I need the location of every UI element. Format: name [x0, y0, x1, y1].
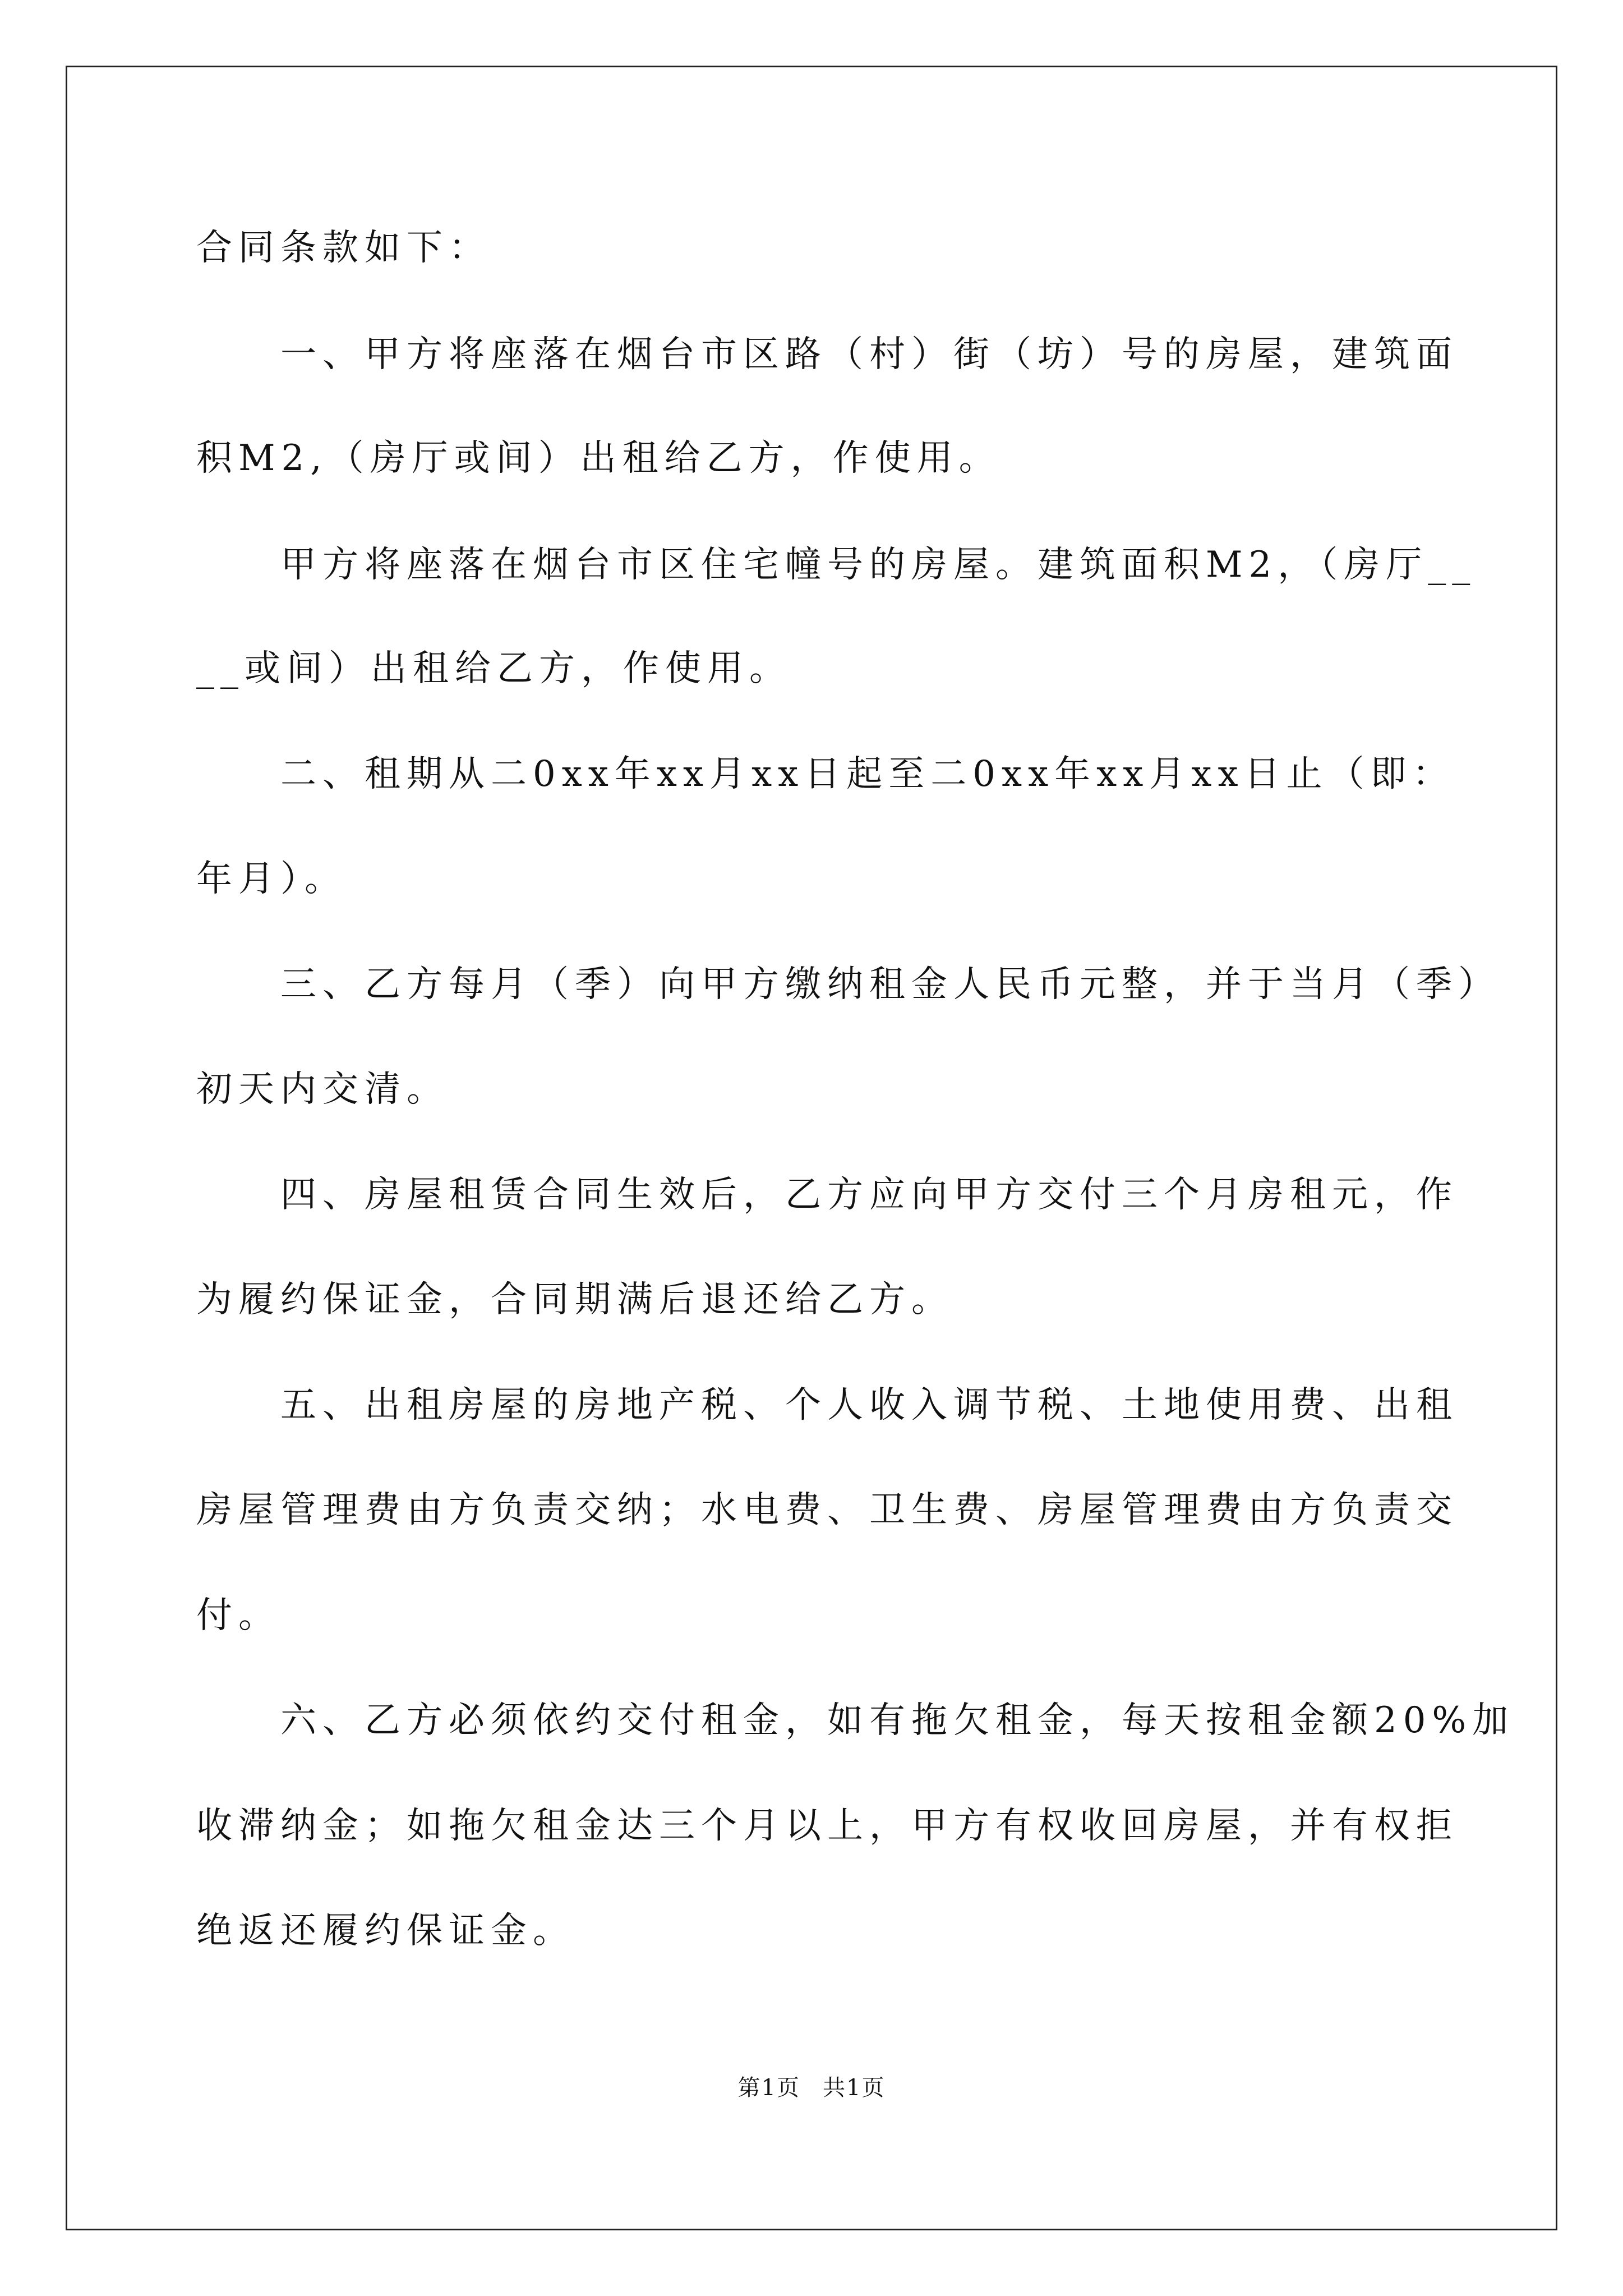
clause-3-line-2: 初天内交清。 [196, 1069, 449, 1110]
page-border [66, 66, 1557, 2230]
clause-1-line-1: 一、甲方将座落在烟台市区路（村）街（坊）号的房屋，建筑面 [280, 334, 1458, 375]
clause-4-line-1: 四、房屋租赁合同生效后，乙方应向甲方交付三个月房租元，作 [280, 1174, 1458, 1216]
page-footer [0, 2077, 1623, 2099]
clause-1-line-2: 积M2,（房厅或间）出租给乙方，作使用。 [196, 438, 1001, 479]
clause-1b-line-1: 甲方将座落在烟台市区住宅幢号的房屋。建筑面积M2，（房厅__ [280, 544, 1477, 586]
clause-2-line-2: 年月）。 [196, 858, 347, 900]
clause-6-line-1: 六、乙方必须依约交付租金，如有拖欠租金，每天按租金额20%加 [280, 1700, 1515, 1741]
clause-6-line-2: 收滞纳金；如拖欠租金达三个月以上，甲方有权收回房屋，并有权拒 [196, 1805, 1458, 1847]
clause-5-line-3: 付。 [196, 1595, 280, 1636]
clause-5-line-1: 五、出租房屋的房地产税、个人收入调节税、土地使用费、出租 [280, 1384, 1458, 1426]
page-total: 共1页 [823, 2075, 886, 2101]
clause-6-line-3: 绝返还履约保证金。 [196, 1910, 575, 1952]
clause-3-line-1: 三、乙方每月（季）向甲方缴纳租金人民币元整，并于当月（季） [280, 964, 1500, 1005]
page-number: 第1页 [737, 2075, 800, 2101]
clause-5-line-2: 房屋管理费由方负责交纳；水电费、卫生费、房屋管理费由方负责交 [196, 1489, 1458, 1531]
contract-intro: 合同条款如下： [196, 227, 491, 269]
clause-1b-line-2: __或间）出租给乙方，作使用。 [196, 648, 791, 689]
clause-4-line-2: 为履约保证金，合同期满后退还给乙方。 [196, 1279, 953, 1320]
clause-2-line-1: 二、租期从二0xx年xx月xx日起至二0xx年xx月xx日止（即： [280, 753, 1455, 795]
